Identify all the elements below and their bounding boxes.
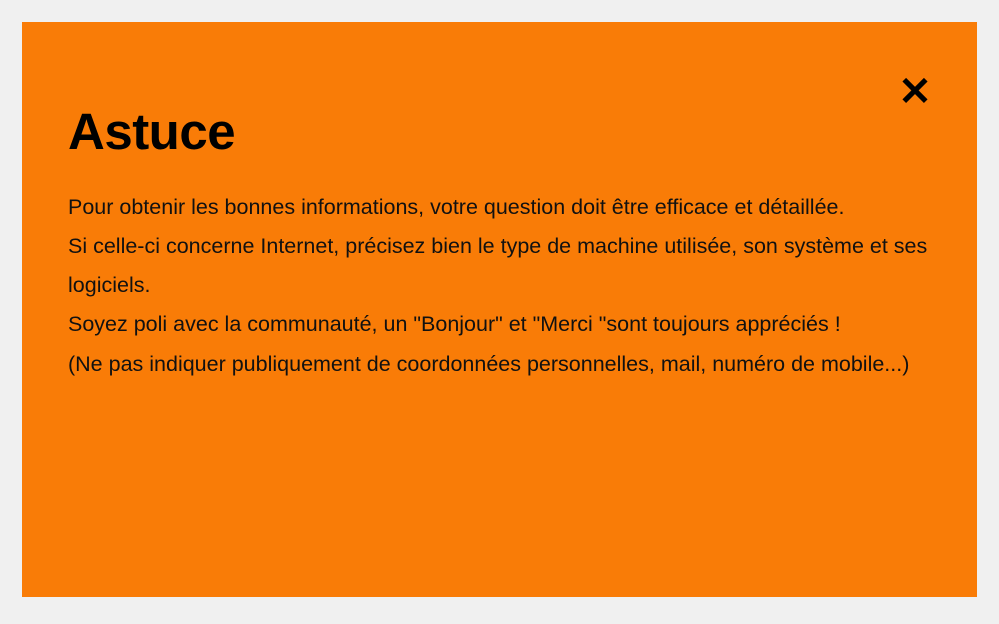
tip-paragraph-2: Si celle-ci concerne Internet, précisez bien le type de machine utilisée, son système et ses logiciels. bbox=[68, 234, 928, 298]
tip-dialog bbox=[22, 22, 977, 597]
page-title: Astuce bbox=[68, 103, 236, 160]
tip-body bbox=[68, 160, 929, 384]
tip-paragraph-3: Soyez poli avec la communauté, un "Bonjour" et "Merci "sont toujours appréciés ! bbox=[68, 312, 841, 337]
tip-paragraph-1: Pour obtenir les bonnes informations, votre question doit être efficace et détaillée. bbox=[68, 195, 845, 220]
tip-paragraph-4: (Ne pas indiquer publiquement de coordonnées personnelles, mail, numéro de mobile...) bbox=[68, 351, 910, 376]
close-icon[interactable]: ✕ bbox=[895, 72, 935, 112]
